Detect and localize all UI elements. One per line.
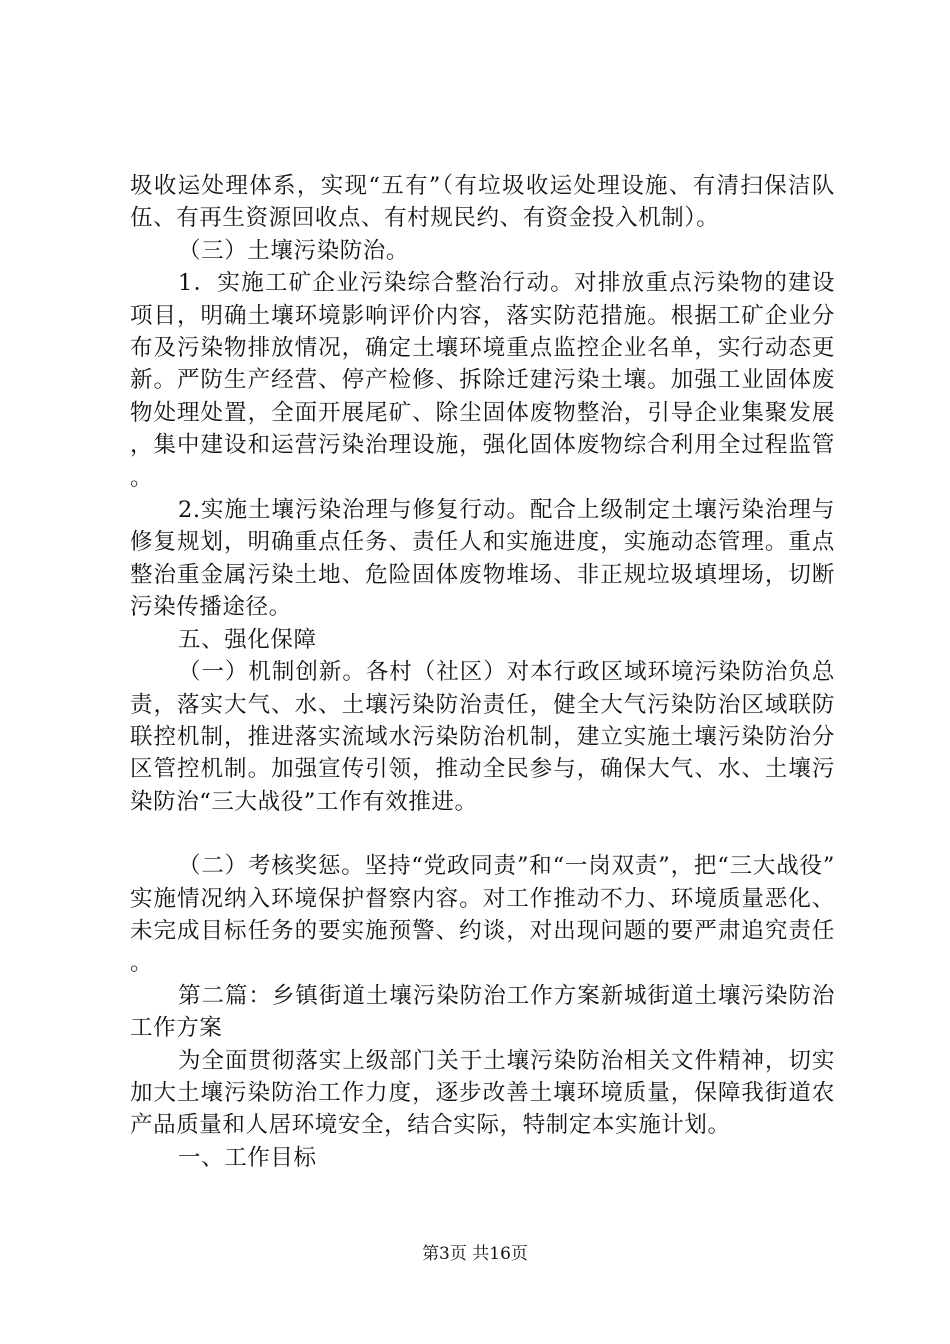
paragraph-mechanism-innovation: （一）机制创新。各村（社区）对本行政区域环境污染防治负总责，落实大气、水、土壤污染防治责任，健全大气污染防治区域联防联控机制，推进落实流域水污染防治机制，建立实施土壤污染防治分区管控机制。加强宣传引领，推动全民参与，确保大气、水、土壤污染防治“三大战役”工作有效推进。	[130, 659, 835, 815]
paragraph-intro: 为全面贯彻落实上级部门关于土壤污染防治相关文件精神，切实加大土壤污染防治工作力度，逐步改善土壤环境质量，保障我街道农产品质量和人居环境安全，结合实际，特制定本实施计划。	[130, 1047, 835, 1139]
chapter-title-second-part: 第二篇：乡镇街道土壤污染防治工作方案新城街道土壤污染防治工作方案	[130, 982, 835, 1042]
document-body	[130, 170, 835, 1174]
section-heading-safeguards: 五、强化保障	[178, 626, 317, 653]
section-heading-soil-pollution: （三）土壤污染防治。	[178, 237, 410, 264]
paragraph-assessment: （二）考核奖惩。坚持“党政同责”和“一岗双责”，把“三大战役”实施情况纳入环境保护督察内容。对工作推动不力、环境质量恶化、未完成目标任务的要实施预警、约谈，对出现问题的要严肃追究责任。	[130, 853, 835, 977]
paragraph-soil-remediation: 2.实施土壤污染治理与修复行动。配合上级制定土壤污染治理与修复规划，明确重点任务、责任人和实施进度，实施动态管理。重点整治重金属污染土地、危险固体废物堆场、非正规垃圾填埋场，切断污染传播途径。	[130, 497, 835, 621]
section-heading-work-goals: 一、工作目标	[178, 1144, 317, 1171]
paragraph-waste-system-continuation: 圾收运处理体系，实现“五有”（有垃圾收运处理设施、有清扫保洁队伍、有再生资源回收点、有村规民约、有资金投入机制）。	[130, 173, 835, 232]
paragraph-industrial-pollution: 1．实施工矿企业污染综合整治行动。对排放重点污染物的建设项目，明确土壤环境影响评价内容，落实防范措施。根据工矿企业分布及污染物排放情况，确定土壤环境重点监控企业名单，实行动态更新。严防生产经营、停产检修、拆除迁建污染土壤。加强工业固体废物处理处置，全面开展尾矿、除尘固体废物整治，引导企业集聚发展，集中建设和运营污染治理设施，强化固体废物综合利用全过程监管。	[130, 270, 835, 491]
page-footer: 第3页 共16页	[422, 1244, 528, 1264]
